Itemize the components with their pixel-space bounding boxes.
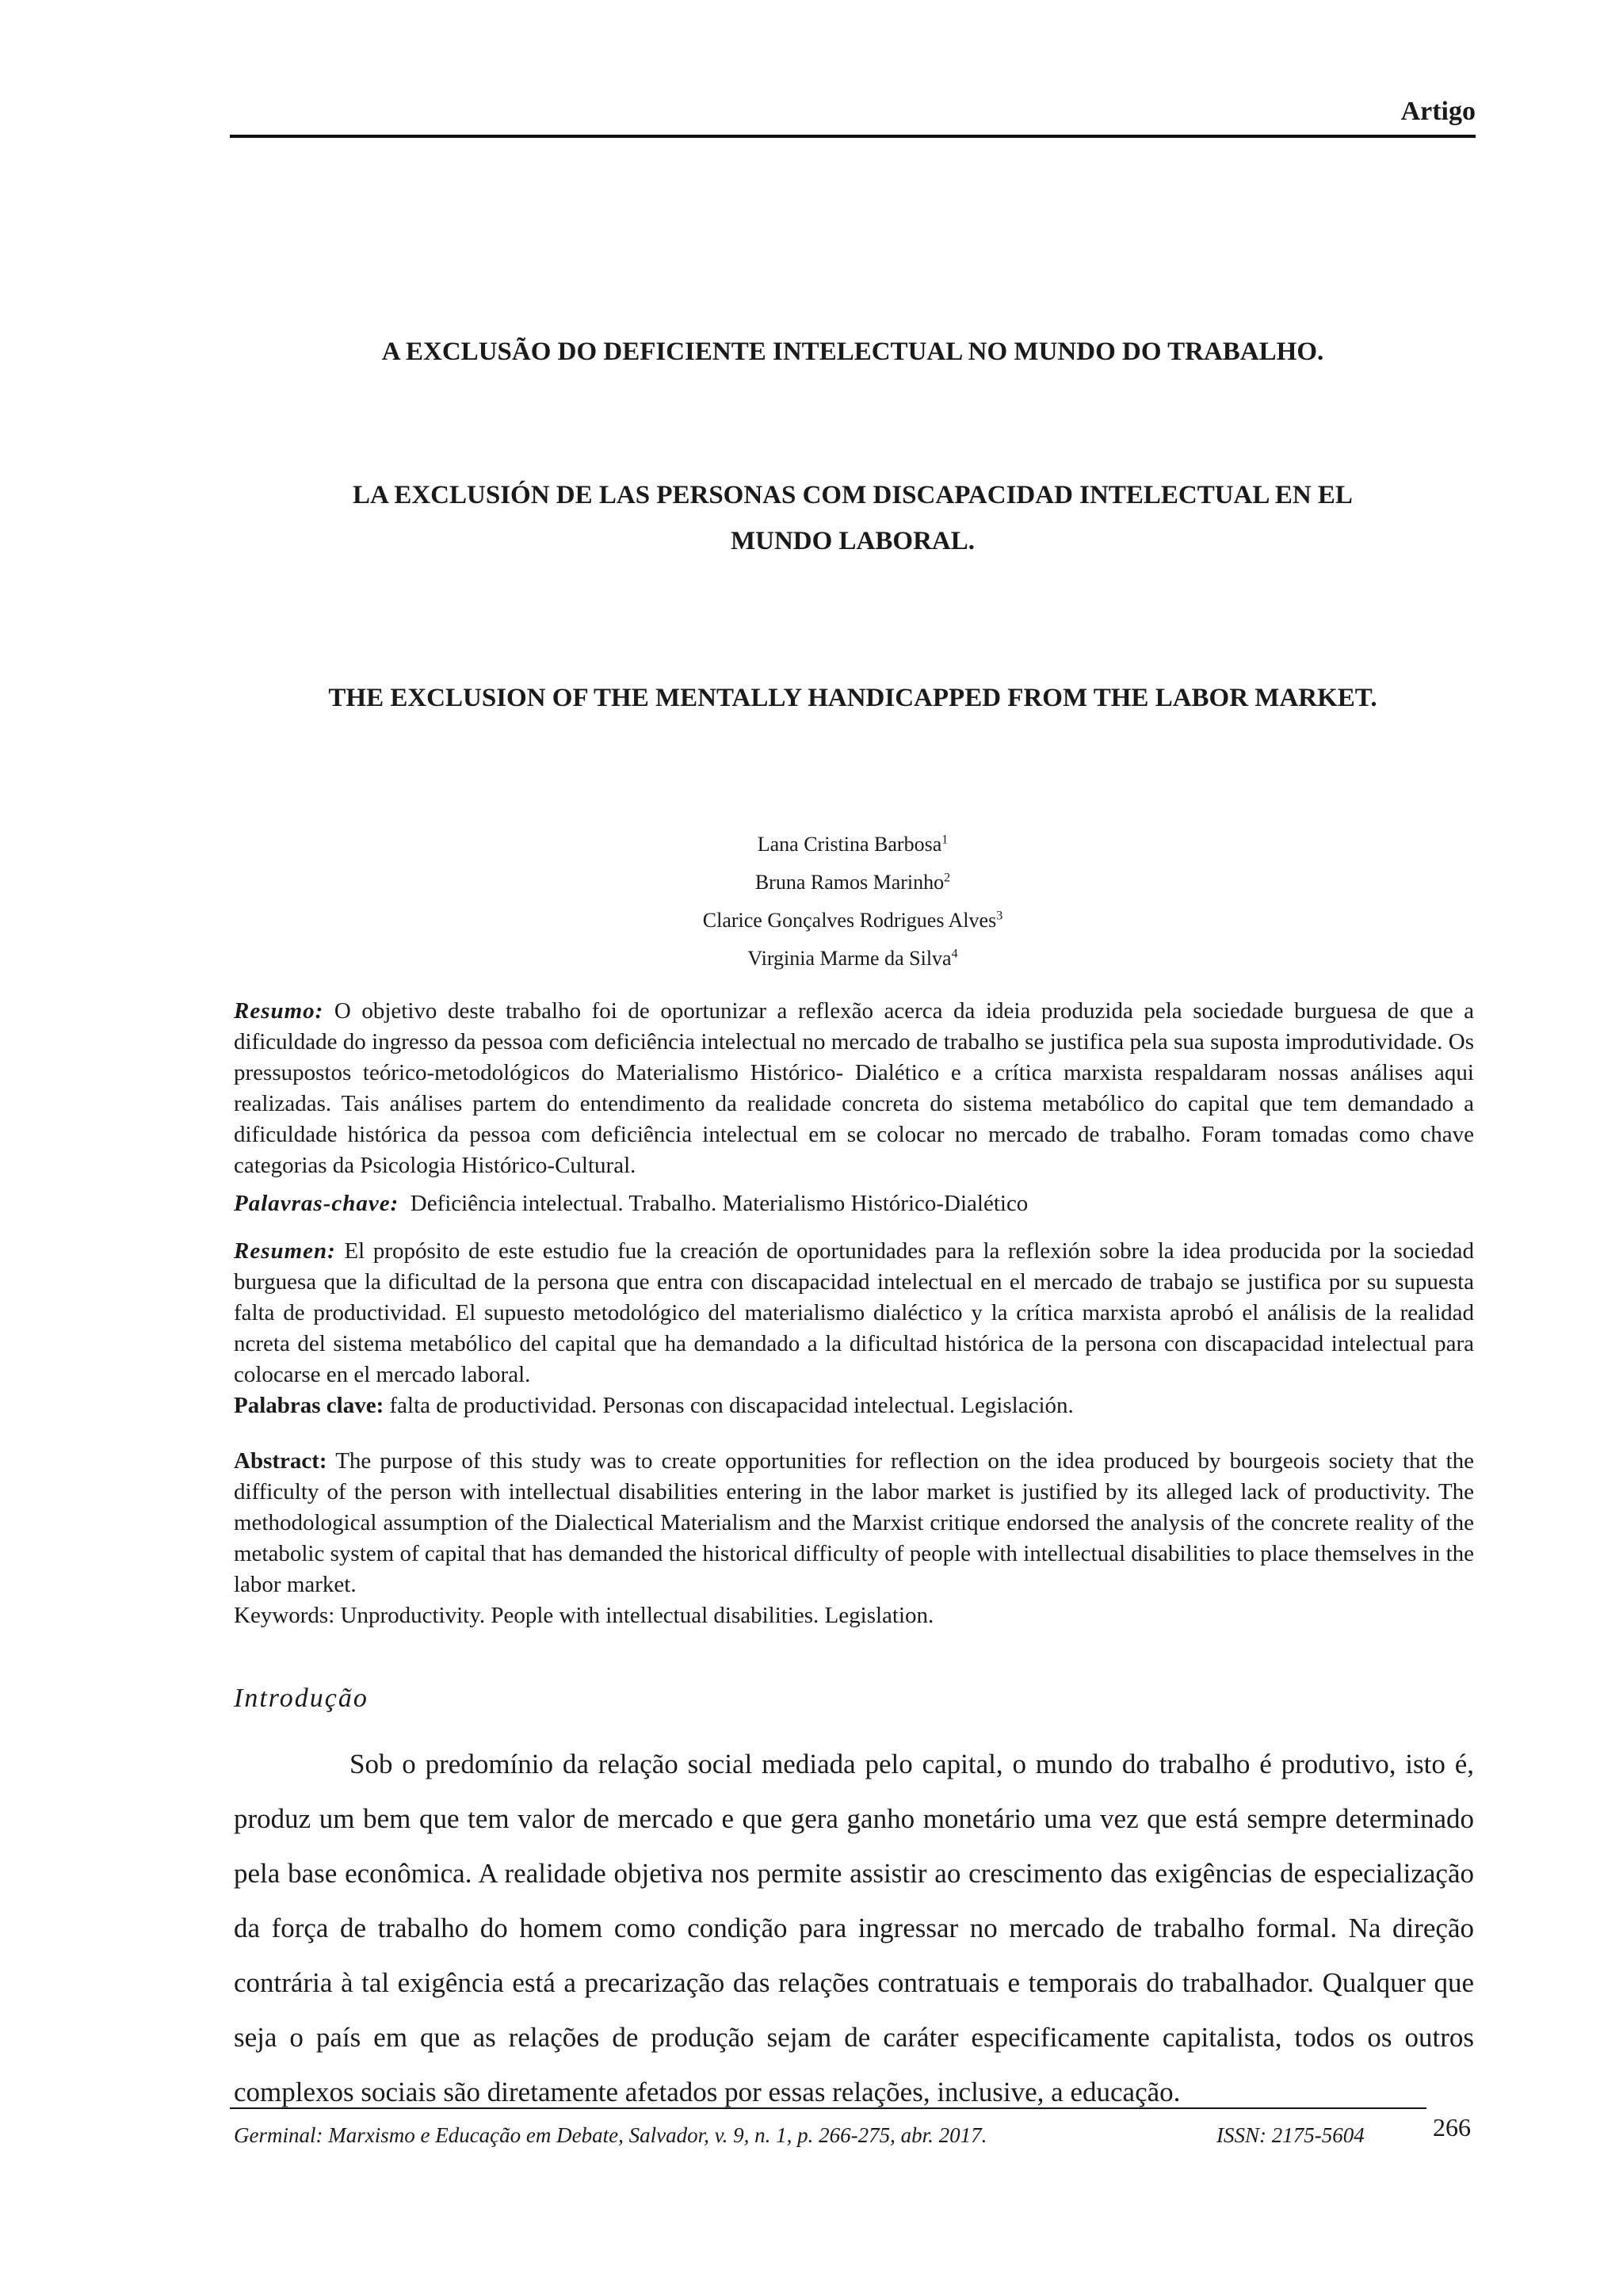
- resumo-label: Resumo:: [234, 998, 324, 1024]
- footnote-marker[interactable]: 2: [944, 871, 951, 885]
- resumen-label: Resumen:: [234, 1238, 336, 1264]
- footer-citation: Germinal: Marxismo e Educação em Debate, Salvador, v. 9, n. 1, p. 266-275, abr. 2017.: [234, 2123, 987, 2147]
- author: Virginia Marme da Silva$^4$: [747, 947, 958, 970]
- footnote-marker[interactable]: 1: [941, 833, 949, 847]
- palavras-chave-text: Deficiência intelectual. Trabalho. Materialismo Histórico-Dialético: [410, 1191, 1029, 1216]
- palavras-chave-line: [234, 1188, 1474, 1219]
- footer-issn: ISSN: 2175-5604: [1216, 2123, 1365, 2147]
- abstract-label: Abstract:: [234, 1448, 327, 1474]
- abstract-text: The purpose of this study was to create opportunities for reflection on the idea produced by bourgeois society that the difficulty of the person with intellectual disabilities entering in the labor market is justified by its alleged lack of productivity. The methodological assumption of the Dialectical Materialism and the Marxist critique endorsed the analysis of the concrete reality of the metabolic system of capital that has demanded the historical difficulty of people with intellectual disabilities to place themselves in the labor market.: [234, 1448, 1474, 1597]
- palabras-clave-label: Palabras clave:: [234, 1393, 384, 1418]
- title-english: THE EXCLUSION OF THE MENTALLY HANDICAPPED FROM THE LABOR MARKET.: [328, 684, 1377, 712]
- title-spanish: [230, 472, 1476, 564]
- palabras-clave-text: falta de productividad. Personas con discapacidad intelectual. Legislación.: [389, 1393, 1074, 1418]
- title-portuguese: A EXCLUSÃO DO DEFICIENTE INTELECTUAL NO MUNDO DO TRABALHO.: [381, 338, 1324, 366]
- resumen-paragraph: [234, 1236, 1474, 1421]
- footnote-marker[interactable]: 4: [951, 947, 958, 961]
- author: Lana Cristina Barbosa$^1$: [757, 833, 949, 856]
- palavras-chave-label: Palavras-chave:: [234, 1191, 399, 1216]
- resumo-paragraph: [234, 996, 1474, 1181]
- section-heading-introducao: Introdução: [234, 1684, 369, 1713]
- resumen-text: El propósito de este estudio fue la creación de oportunidades para la reflexión sobre la idea producida por la sociedad burguesa que la dificultad de la persona que entra con discapacidad intelectual en el mercado de trabajo se justifica por su supuesta falta de productividad. El supuesto metodológico del materialismo dialéctico y la crítica marxista aprobó el análisis de la realidad ncreta del sistema metabólico del capital que ha demandado a la dificultad histórica de la persona con discapacidad intelectual para colocarse en el mercado laboral.: [234, 1238, 1475, 1387]
- page-number: 266: [1433, 2113, 1471, 2142]
- resumo-text: O objetivo deste trabalho foi de oportunizar a reflexão acerca da ideia produzida pela sociedade burguesa de que a dificuldade do ingresso da pessoa com deficiência intelectual no mercado de trabalho se justifica pela sua suposta improdutividade. Os pressupostos teórico-metodológicos do Materialismo Histórico- Dialético e a crítica marxista respaldaram nossas análises aqui realizadas. Tais análises partem do entendimento da realidade concreta do sistema metabólico do capital que tem demandado a dificuldade histórica da pessoa com deficiência intelectual em se colocar no mercado de trabalho. Foram tomadas como chave categorias da Psicologia Histórico-Cultural.: [234, 998, 1474, 1178]
- footnote-marker[interactable]: 3: [996, 909, 1003, 923]
- title-spanish-line2: MUNDO LABORAL.: [730, 527, 975, 555]
- author: Clarice Gonçalves Rodrigues Alves$^3$: [702, 909, 1003, 932]
- author: Bruna Ramos Marinho$^2$: [754, 871, 951, 894]
- section-label: Artigo: [1400, 97, 1476, 126]
- author-list: [230, 826, 1476, 978]
- abstract-paragraph: [234, 1446, 1474, 1631]
- title-spanish-line1: LA EXCLUSIÓN DE LAS PERSONAS COM DISCAPACIDAD INTELECTUAL EN EL: [353, 481, 1353, 509]
- footer-rule: [230, 2107, 1426, 2109]
- keywords-text: Keywords: Unproductivity. People with intellectual disabilities. Legislation.: [234, 1603, 934, 1628]
- header-rule: [230, 135, 1476, 138]
- intro-paragraph: Sob o predomínio da relação social mediada pelo capital, o mundo do trabalho é produtivo, isto é, produz um bem que tem valor de mercado e que gera ganho monetário uma vez que está sempre determinado pela base econômica. A realidade objetiva nos permite assistir ao crescimento das exigências de especialização da força de trabalho do homem como condição para ingressar no mercado de trabalho formal. Na direção contrária à tal exigência está a precarização das relações contratuais e temporais do trabalhador. Qualquer que seja o país em que as relações de produção sejam de caráter especificamente capitalista, todos os outros complexos sociais são diretamente afetados por essas relações, inclusive, a educação.: [234, 1749, 1474, 2107]
